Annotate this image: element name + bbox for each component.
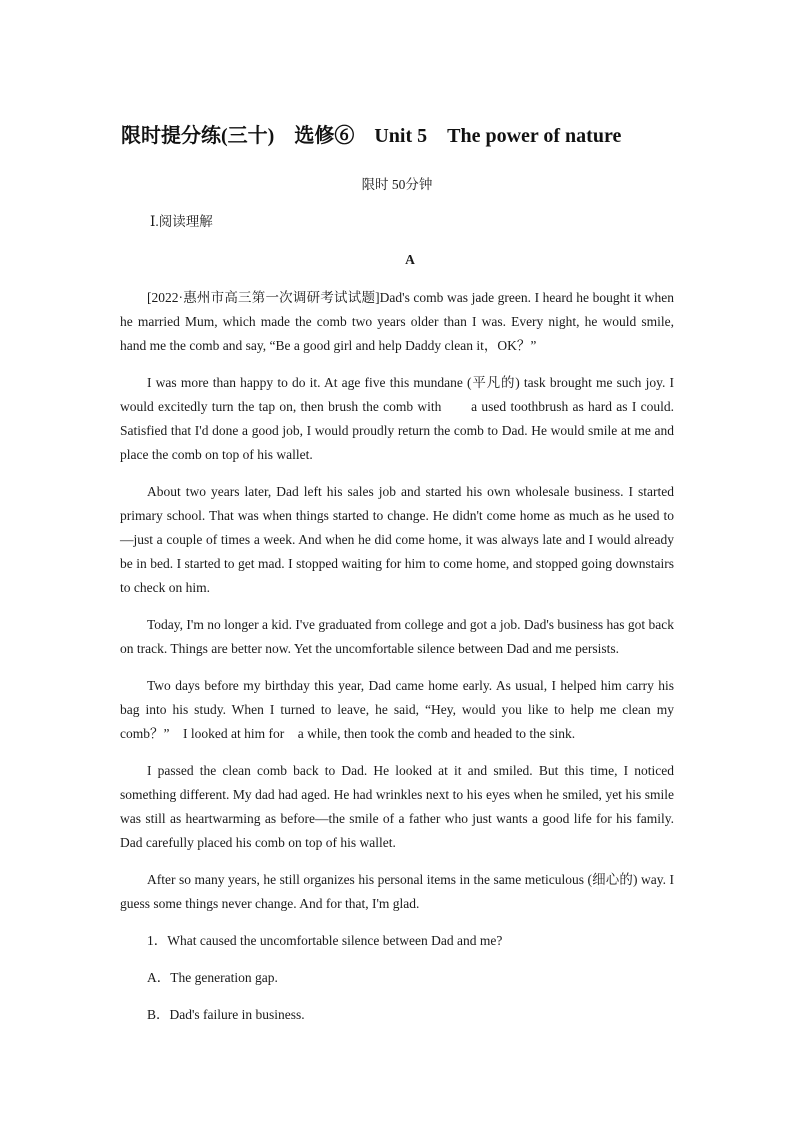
passage-label: A	[405, 252, 415, 267]
paragraph: I passed the clean comb back to Dad. He looked at it and smiled. But this time, I noticed something different. My dad had aged. He had wrinkles next to his eyes when he smiled, yet his smile was still as heartwarming as before—the smile of a father who just wants a good life for his family. Dad carefully placed his comb on top of his wallet.	[120, 763, 674, 850]
option-b: B．Dad's failure in business.	[147, 1007, 305, 1022]
paragraph: Two days before my birthday this year, Dad came home early. As usual, I helped him carry his bag into his study. When I turned to leave, he said, “Hey, would you like to help me clean my comb？” I looked at him for a while, then took the comb and headed to the sink.	[120, 678, 674, 741]
paragraph: [2022·惠州市高三第一次调研考试试题]Dad's comb was jade green. I heard he bought it when he married Mum, which made the comb two years older than I was. Every night, he would smile, hand me the comb and say, “Be a good girl and help Daddy clean it，OK？”	[120, 290, 674, 353]
paragraph: After so many years, he still organizes his personal items in the same meticulous (细心的) way. I guess some things never change. And for that, I'm glad.	[120, 872, 674, 911]
passage-body	[120, 286, 674, 1040]
time-limit: 限时 50分钟	[361, 177, 433, 192]
option-a: A．The generation gap.	[147, 970, 278, 985]
question-1: 1．What caused the uncomfortable silence between Dad and me?	[147, 933, 503, 948]
paragraph: Today, I'm no longer a kid. I've graduated from college and got a job. Dad's business has got back on track. Things are better now. Yet the uncomfortable silence between Dad and me persists.	[120, 617, 674, 656]
paragraph: About two years later, Dad left his sales job and started his own wholesale business. I started primary school. That was when things started to change. He didn't come home as much as he used to—just a couple of times a week. And when he did come home, it was always late and I would already be in bed. I started to get mad. I stopped waiting for him to come home, and stopped going downstairs to check on him.	[120, 484, 674, 595]
section-heading: Ⅰ.阅读理解	[150, 214, 213, 229]
paragraph: I was more than happy to do it. At age five this mundane (平凡的) task brought me such joy. I would excitedly turn the tap on, then brush the comb with a used toothbrush as hard as I could. Satisfied that I'd done a good job, I would proudly return the comb to Dad. He would smile at me and place the comb on top of his wallet.	[120, 375, 674, 462]
page-title: 限时提分练(三十) 选修⑥ Unit 5 The power of nature	[121, 125, 622, 147]
